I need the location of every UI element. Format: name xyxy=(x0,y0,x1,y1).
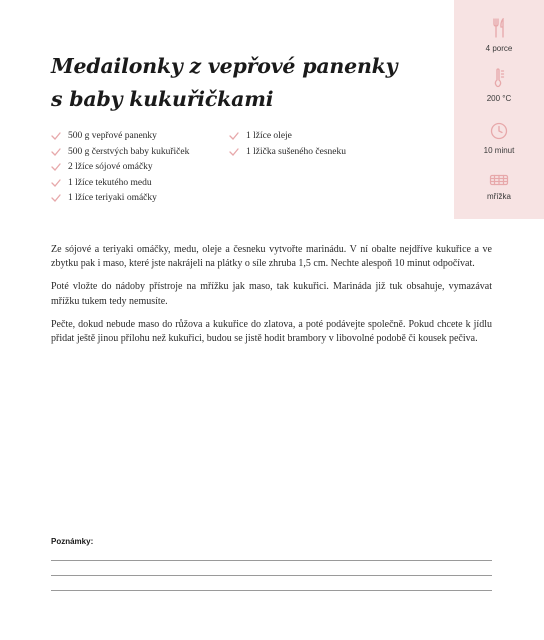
check-icon xyxy=(229,148,239,156)
temperature-info xyxy=(454,68,544,103)
ingredient-item xyxy=(51,176,189,192)
instruction-paragraph: Pečte, dokud nebude maso do růžova a kukuřice do zlatova, a poté podávejte společně. Pokud chcete k jídlu přidat ještě jinou přílohu než kukuřici, budou se jistě hodit brambory v libovolné podobě či kousek pečiva. xyxy=(51,318,492,345)
note-line xyxy=(51,575,492,576)
instruction-paragraph: Ze sójové a teriyaki omáčky, medu, oleje a česneku vytvořte marinádu. V ní obalte nejdříve kukuřice a ve zbytku pak i maso, které jste nakrájeli na plátky o síle zhruba 1,5 cm. Nechte alespoň 10 minut odpočívat. xyxy=(51,244,492,270)
ingredients-list-right xyxy=(229,129,346,160)
clock-icon xyxy=(490,122,508,140)
ingredient-text: 500 g čerstvých baby kukuřiček xyxy=(68,146,190,157)
check-icon xyxy=(51,194,61,202)
recipe-title-line-1: Medailonky z vepřové panenky xyxy=(51,54,398,78)
ingredient-item xyxy=(51,160,189,176)
recipe-instructions xyxy=(51,243,492,355)
check-icon xyxy=(51,148,61,156)
recipe-title xyxy=(51,50,411,116)
check-icon xyxy=(229,132,239,140)
ingredients-list-left xyxy=(51,129,189,207)
notes-label: Poznámky: xyxy=(51,537,94,546)
ingredient-text: 1 lžička sušeného česneku xyxy=(246,146,346,157)
check-icon xyxy=(51,132,61,140)
ingredient-item xyxy=(51,191,189,207)
temperature-label: 200 °C xyxy=(486,94,512,103)
check-icon xyxy=(51,179,61,187)
time-label: 10 minut xyxy=(483,146,515,155)
instruction-paragraph: Poté vložte do nádoby přístroje na mřížku jak maso, tak kukuřici. Marináda již tuk obsahuje, vymazávat mřížku tukem tedy nemusíte. xyxy=(51,281,492,307)
ingredient-text: 500 g vepřové panenky xyxy=(68,131,157,141)
ingredient-text: 2 lžíce sójové omáčky xyxy=(68,162,153,172)
servings-label: 4 porce xyxy=(485,44,513,53)
recipe-info-sidebar xyxy=(454,0,544,219)
accessory-label: mřížka xyxy=(487,192,511,201)
ingredient-text: 1 lžíce tekutého medu xyxy=(68,177,152,188)
note-line xyxy=(51,560,492,561)
ingredient-item xyxy=(51,145,189,161)
fork-knife-icon xyxy=(491,18,507,38)
time-info xyxy=(454,122,544,155)
grill-grate-icon xyxy=(489,174,509,186)
ingredient-text: 1 lžíce oleje xyxy=(246,131,292,141)
ingredient-item xyxy=(229,145,346,161)
note-line xyxy=(51,590,492,591)
recipe-title-line-2: s baby kukuřičkami xyxy=(51,87,274,111)
check-icon xyxy=(51,163,61,171)
ingredient-item xyxy=(229,129,346,145)
thermometer-icon xyxy=(491,68,507,88)
servings-info xyxy=(454,18,544,53)
accessory-info xyxy=(454,174,544,201)
ingredient-item xyxy=(51,129,189,145)
ingredient-text: 1 lžíce teriyaki omáčky xyxy=(68,193,157,203)
